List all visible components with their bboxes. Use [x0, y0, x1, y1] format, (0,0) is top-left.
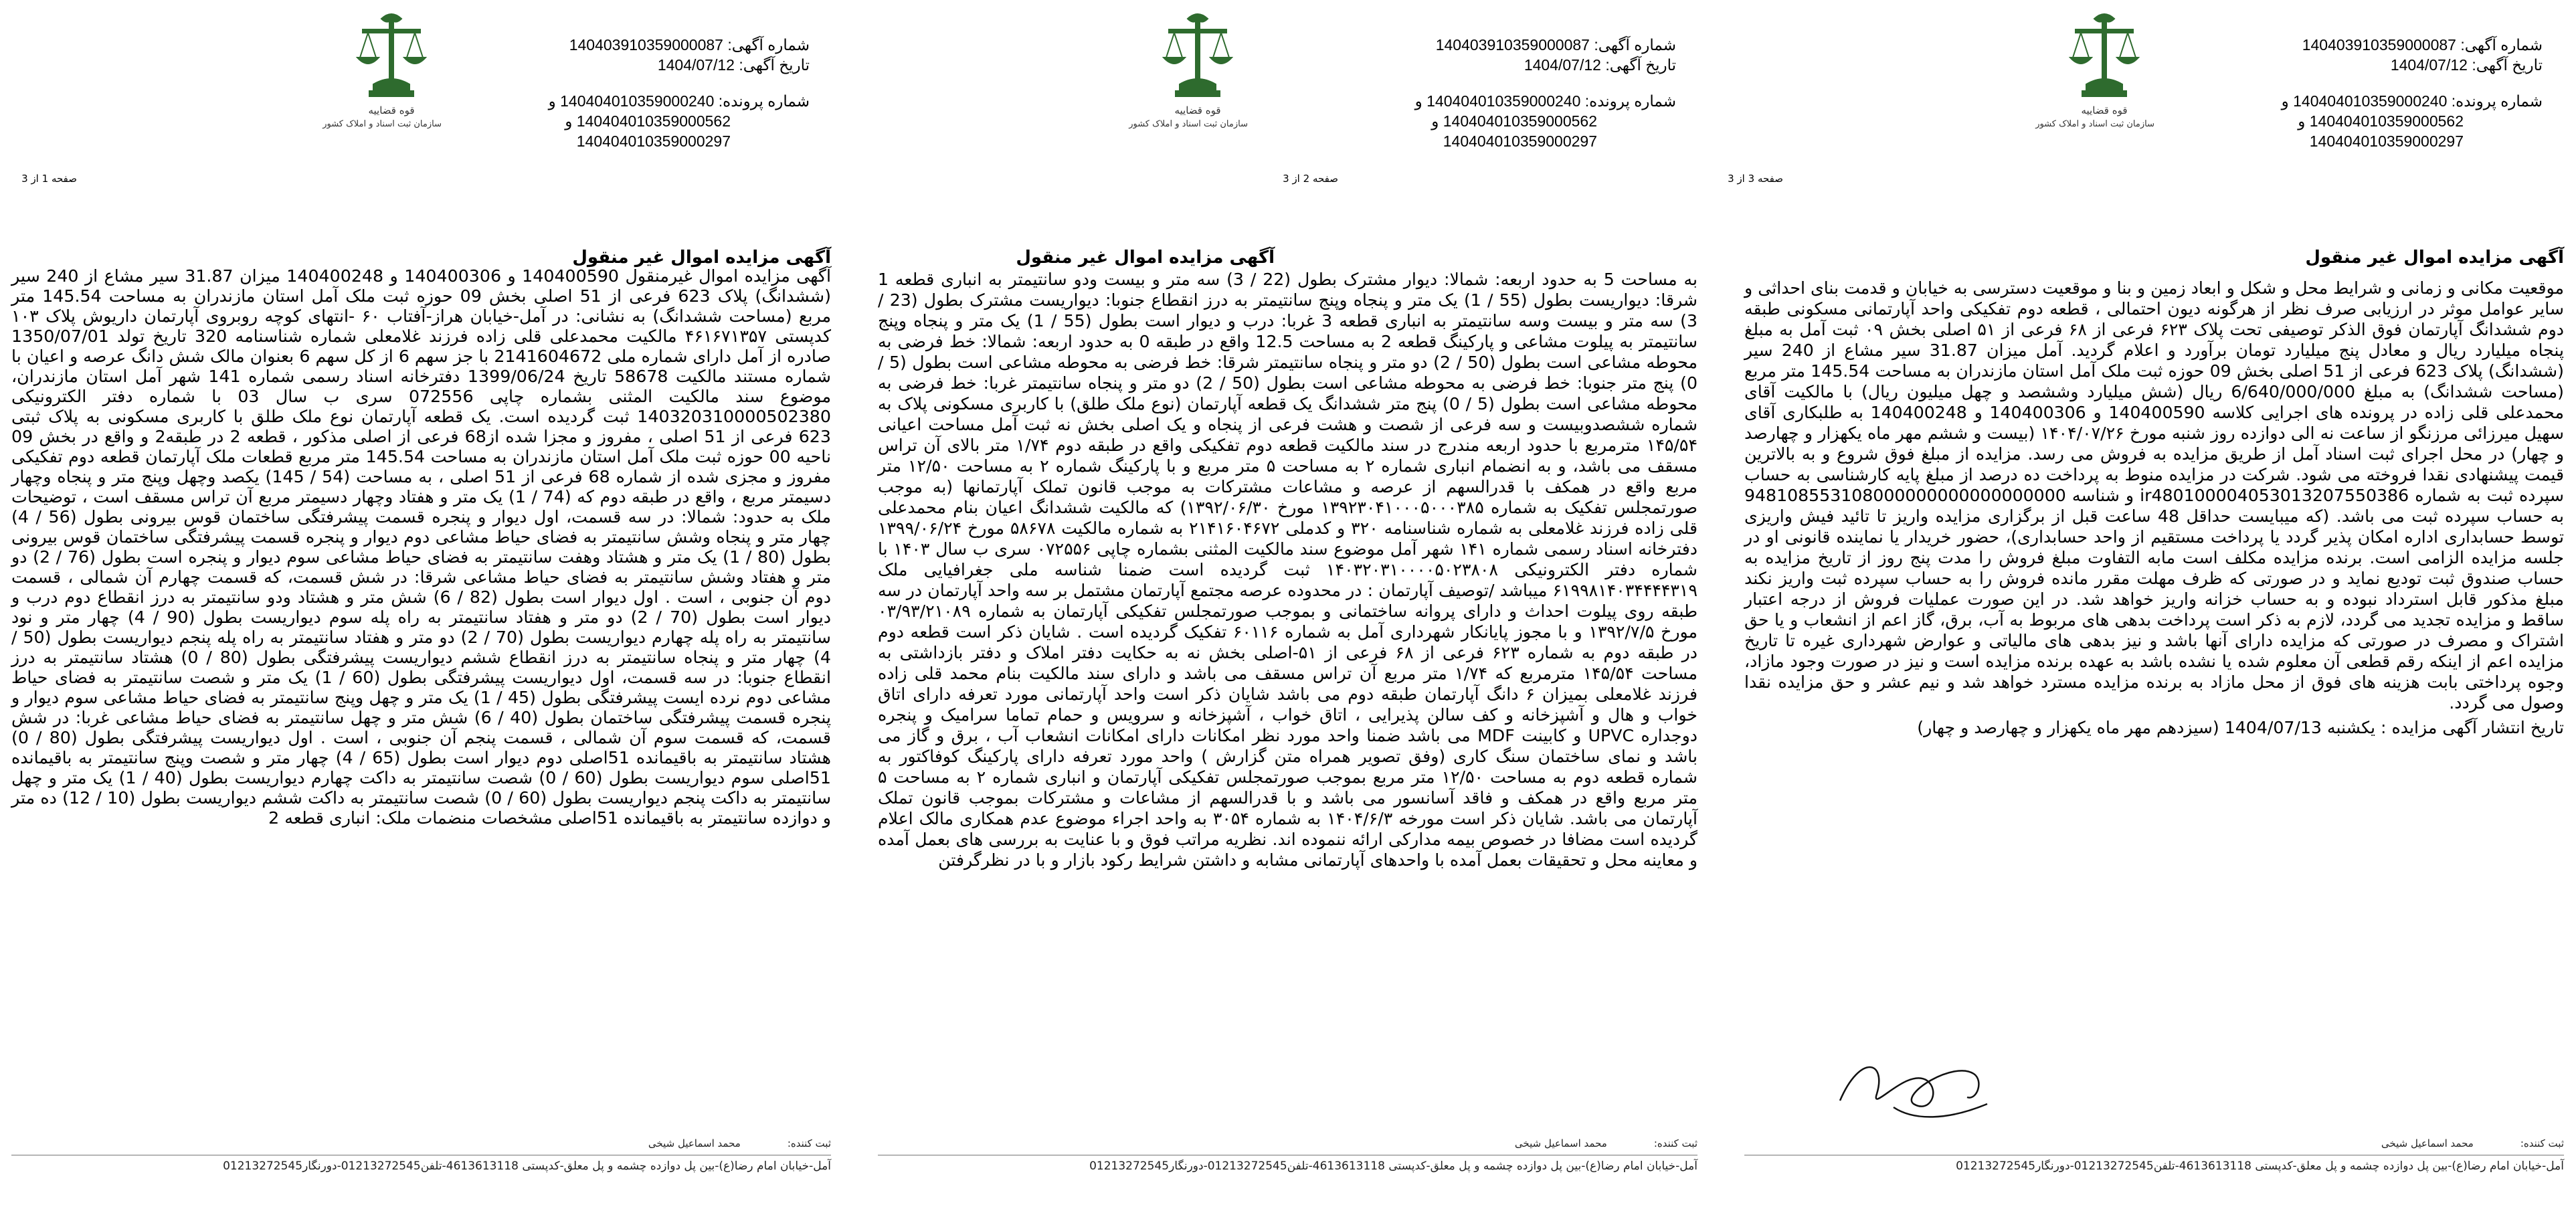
conjunction: و: [2298, 112, 2306, 130]
page-number: صفحه 3 از 3: [1728, 173, 1783, 185]
scales-of-justice-icon: [355, 9, 428, 103]
conjunction: و: [2281, 92, 2289, 110]
judiciary-caption: قوه قضاییه: [2081, 104, 2128, 116]
judiciary-emblem: [2035, 9, 2154, 143]
notice-meta: [1355, 35, 1676, 151]
registrar-footer: [878, 1137, 1697, 1173]
notice-number-label: شماره آگهی:: [1594, 36, 1676, 54]
notice-number-label: شماره آگهی:: [2460, 36, 2543, 54]
notice-meta: [2221, 35, 2543, 151]
notice-title: آگهی مزایده اموال غیر منقول: [2305, 248, 2564, 268]
registrar-footer: [11, 1137, 831, 1173]
signature-icon: [1813, 1040, 2014, 1134]
conjunction: و: [565, 112, 573, 130]
notice-date-label: تاریخ آگهی:: [2472, 56, 2543, 74]
notice-body: [1744, 278, 2564, 738]
case-number: 140404010359000297: [1443, 132, 1597, 150]
case-number-label: شماره پرونده:: [1584, 92, 1676, 110]
notice-date: 1404/07/12: [1524, 56, 1601, 74]
handwritten-signature: [1813, 1040, 2014, 1134]
notice-title: آگهی مزایده اموال غیر منقول: [572, 248, 831, 268]
case-number: 140404010359000297: [576, 132, 731, 150]
page-1-of-3: [0, 0, 843, 1217]
office-address: آمل-خیابان امام رضا(ع)-بین پل دوازده چشمه و پل معلق-کدپستی 4613613118-تلفن01213272545-دورنگار01213272545: [1956, 1159, 2564, 1173]
office-address: آمل-خیابان امام رضا(ع)-بین پل دوازده چشمه و پل معلق-کدپستی 4613613118-تلفن01213272545-دورنگار01213272545: [1089, 1159, 1697, 1173]
notice-date: 1404/07/12: [657, 56, 735, 74]
signer-name: محمد اسماعیل شیخی: [648, 1137, 741, 1149]
judiciary-emblem: [323, 9, 442, 143]
registry-org-caption: سازمان ثبت اسناد و املاک کشور: [323, 119, 442, 129]
case-number-label: شماره پرونده:: [718, 92, 810, 110]
notice-date-label: تاریخ آگهی:: [739, 56, 810, 74]
page-3-of-3: [1728, 0, 2576, 1217]
signer-label: ثبت کننده:: [1653, 1137, 1697, 1149]
notice-date: 1404/07/12: [2390, 56, 2468, 74]
signer-name: محمد اسماعیل شیخی: [1514, 1137, 1607, 1149]
case-number: 140404010359000297: [2309, 132, 2464, 150]
registrar-footer: [1744, 1137, 2564, 1173]
page-number: صفحه 1 از 3: [21, 173, 77, 185]
notice-number: 140403910359000087: [2302, 36, 2456, 54]
case-number: 140404010359000562: [576, 112, 731, 130]
signer-name: محمد اسماعیل شیخی: [2381, 1137, 2474, 1149]
signer-label: ثبت کننده:: [787, 1137, 831, 1149]
case-number: 140404010359000562: [2309, 112, 2464, 130]
page-number: صفحه 2 از 3: [1283, 173, 1338, 185]
notice-number: 140403910359000087: [1435, 36, 1590, 54]
publication-date-line: تاریخ انتشار آگهی مزایده : یکشنبه 1404/07/13 (سیزدهم مهر ماه یکهزار و چهارصد و چهار): [1917, 718, 2564, 737]
notice-number: 140403910359000087: [569, 36, 723, 54]
case-number: 140404010359000562: [1443, 112, 1597, 130]
judiciary-caption: قوه قضاییه: [1174, 104, 1221, 116]
notice-title: آگهی مزایده اموال غیر منقول: [1016, 248, 1275, 268]
judiciary-caption: قوه قضاییه: [368, 104, 415, 116]
office-address: آمل-خیابان امام رضا(ع)-بین پل دوازده چشمه و پل معلق-کدپستی 4613613118-تلفن01213272545-دورنگار01213272545: [223, 1159, 831, 1173]
notice-body-text: موقعیت مکانی و زمانی و شرایط محل و شکل و ابعاد زمین و بنا و موقعیت دسترسی به خیابان و قدمت بنای احداثی و سایر عوامل موثر در ارزیابی صرف نظر از هرگونه دیون احتمالی ، قطعه دوم تفکیکی واحد آپارتمانی مسکونی طبقه دوم ششدانگ آپارتمان فوق الذکر توصیفی تحت پلاک ۶۲۳ فرعی از ۶۸ فرعی از ۵۱ اصلی بخش ۰۹ ثبت آمل به مبلغ پنجاه میلیارد ریال و معادل پنج میلیارد تومان برآورد و اعلام گردید. آمل میزان 31.87 سیر مشاع از 240 سیر (ششدانگ) پلاک 623 فرعی از 51 اصلی بخش 09 حوزه ثبت ملک آمل استان مازندران به مساحت 145.54 متر مربع (مساحت ششدانگ) به مبلغ 6/640/000/000 ریال (شش میلیارد وششصد و چهل میلیون ریال) با مالکیت آقای محمدعلی قلی زاده در پرونده های اجرایی کلاسه 140400590 و 140400306 و 140400248 به طلبکاری آقای سهیل میرزائی مرزنگو از ساعت نه الی دوازده روز شنبه مورخ ۱۴۰۴/۰۷/۲۶ (بیست و ششم مهر ماه یکهزار و چهارصد و چهار) در محل اجرای ثبت اسناد آمل از طریق مزایده به فروش می رسد. مزایده از مبلغ فوق شروع و به بالاترین قیمت پیشنهادی نقدا فروخته می شود. شرکت در مزایده منوط به پرداخت ده درصد از مبلغ پایه کارشناسی به حساب سپرده ثبت به شماره ir480100004053013207550386 و شناسه 948108553108000000000000000000 به حساب سپرده ثبت می باشد. (که میبایست حداقل 48 ساعت قبل از برگزاری مزایده واریز تا تائید فیش واریزی توسط حسابداری اداره امکان پذیر گردد یا پرداخت مستقیم از واحد حسابداری)، حضور خریدار یا نماینده قانونی او در جلسه مزایده الزامی است. برنده مزایده مکلف است مابه التفاوت مبلغ فروش را مدت پنج روز از تاریخ مزایده به حساب صندوق ثبت تودیع نماید و در صورتی که ظرف مهلت مقرر مانده فروش را به حساب سپرده ثبت واریز نکند مبلغ مذکور قابل استرداد نبوده و به حساب خزانه واریز خواهد شد. در این صورت عملیات فروش از درجه اعتبار ساقط و مزایده تجدید می گردد، لازم به ذکر است پرداخت بدهی های مربوط به آب، برق، گاز اعم از انشعاب و یا حق اشتراک و مصرف در صورتی که مزایده دارای آنها باشد و نیز بدهی های مالیاتی و عوارض شهرداری غیره تا تاریخ مزایده اعم از اینکه رقم قطعی آن معلوم شده یا نشده باشد به عهده برنده مزایده است و نیز در صورت وجود مازاد، وجوه پرداختی بابت هزینه های فوق از محل مازاد به برنده مزایده مسترد خواهد شد و نیم عشر و حق مزایده نقدا وصول می گردد.: [1744, 278, 2564, 713]
case-number: 140404010359000240: [1427, 92, 1581, 110]
case-number: 140404010359000240: [2293, 92, 2448, 110]
registry-org-caption: سازمان ثبت اسناد و املاک کشور: [1129, 119, 1248, 129]
conjunction: و: [548, 92, 556, 110]
scales-of-justice-icon: [2067, 9, 2141, 103]
conjunction: و: [1431, 112, 1439, 130]
judiciary-emblem: [1129, 9, 1248, 143]
signer-label: ثبت کننده:: [2520, 1137, 2564, 1149]
case-number-label: شماره پرونده:: [2451, 92, 2543, 110]
page-2-of-3: [866, 0, 1710, 1217]
case-number: 140404010359000240: [560, 92, 715, 110]
notice-body: [878, 269, 1697, 870]
notice-body-text: به مساحت 5 به حدود اربعه: شمالا: دیوار مشترک بطول (22 / 3) سه متر و بیست ودو سانتیمتر به انباری قطعه 1 شرقا: دیواریست بطول (55 / 1) یک متر و پنجاه وپنج سانتیمتر به درز انقطاع جنوبا: دیواریست مشترک بطول (23 / 3) سه متر و بیست وسه سانتیمتر به انباری قطعه 3 غربا: درب و دیوار است بطول (55 / 1) یک متر و پنجاه وپنج سانتیمتر به پیلوت مشاعی و پارکینگ قطعه 2 به مساحت 12.5 واقع در طبقه 0 به حدود اربعه: شمالا: خط فرضی به محوطه مشاعی است بطول (50 / 2) دو متر و پنجاه سانتیمتر شرقا: خط فرضی به محوطه مشاعی است بطول (5 / 0) پنج متر جنوبا: خط فرضی به محوطه مشاعی است بطول (50 / 2) دو متر و پنجاه سانتیمتر غربا: خط فرضی به محوطه مشاعی است بطول (5 / 0) پنج متر ششدانگ یک قطعه آپارتمان (نوع ملک طلق) با کاربری مسکونی پلاک به شماره ششصدوبیست و سه فرعی از شصت و هشت فرعی از پنجاه و یک اصلی بخش نه ثبت آمل مساحت اعیانی ۱۴۵/۵۴ مترمربع با حدود اربعه مندرج در سند مالکیت قطعه دوم تفکیکی واقع در طبقه دوم ۱/۷۴ متر بالای آن تراس مسقف می باشد، و به انضمام انباری شماره ۲ به مساحت ۵ متر مربع و با پارکینگ شماره ۲ به مساحت ۱۲/۵۰ متر مربع واقع در همکف با قدرالسهم از عرصه و مشاعات مشترکات به موجب قانون تملک آپارتمانها (به موجب صورتمجلس تفکیک به شماره ۱۳۹۲۳۰۴۱۰۰۰۵۰۰۰۳۸۵ مورخ ۱۳۹۲/۰۶/۳۰) که مالکیت ششدانگ اعیان بنام محمدعلی قلی زاده فرزند غلامعلی به شماره شناسنامه ۳۲۰ و کدملی ۲۱۴۱۶۰۴۶۷۲ به شماره مالکیت ۵۸۶۷۸ مورخ ۱۳۹۹/۰۶/۲۴ دفترخانه اسناد رسمی شماره ۱۴۱ شهر آمل موضوع سند مالکیت المثنی بشماره چاپی ۰۷۲۵۵۶ سری ب سال ۱۴۰۳ با شماره دفتر الکترونیکی ۱۴۰۳۲۰۳۱۰۰۰۰۵۰۲۳۸۰۸ ثبت گردیده است ضمنا شناسه ملی جغرافیایی ملک ۶۱۹۹۸۱۴۰۳۴۴۴۴۳۱۹ میباشد /توصیف آپارتمان : در محدوده عرصه مجتمع آپارتمان مشتمل بر سه واحد آپارتمان در سه طبقه روی پیلوت احداث و دارای پروانه ساختمانی و بموجب صورتمجلس تفکیکی آپارتمان به شماره ۰۳/۹۳/۲۱۰۸۹ مورخ ۱۳۹۲/۷/۵ و با مجوز پایانکار شهرداری آمل به شماره ۶۰۱۱۶ تفکیک گردیده است . شایان ذکر است قطعه دوم در طبقه دوم به شماره ۶۲۳ فرعی از ۶۸ فرعی از ۵۱-اصلی بخش نه به حکایت دفتر املاک و دفتر بازداشتی به مساحت ۱۴۵/۵۴ مترمربع که ۱/۷۴ متر مربع آن تراس مسقف می باشد و دارای سند مالکیت بنام محمد قلی زاده فرزند غلامعلی بمیزان ۶ دانگ آپارتمان طبقه دوم می باشد شایان ذکر است واحد آپارتمانی مورد تعرفه دارای اتاق خواب و هال و آشپزخانه و کف سالن پذیرایی ، اتاق خواب ، آشپزخانه و سرویس و حمام تماما سرامیک و پنجره دوجداره UPVC و کابینت MDF می باشد ضمنا واحد مورد نظر امکانات دارای امکانات انشعاب آب ، برق و گاز می باشد و نمای ساختمان سنگ کاری (وفق تصویر همراه متن گزارش ) واحد مورد تعرفه دارای پارکینگ کوفاکتور به شماره قطعه دوم به مساحت ۱۲/۵۰ متر مربع بموجب صورتمجلس تفکیکی آپارتمان و انباری شماره ۲ به مساحت ۵ متر مربع واقع در همکف و فاقد آسانسور می باشد و با قدرالسهم از مشاعات و مشترکات بموجب قانون تملک آپارتمان می باشد. شایان ذکر است مورخه ۱۴۰۴/۶/۳ به شماره ۳۰۵۴ به واحد اجراء موضوع عدم همکاری مالک اعلام گردیده است مضافا در خصوص بیمه مدارکی ارائه ننموده اند. نظریه مراتب فوق و با عنایت به بررسی های بعمل آمده و معاینه محل و تحقیقات بعمل آمده با واحدهای آپارتمانی مشابه و داشتن شرایط رکود بازار و با در نظرگرفتن: [878, 270, 1698, 870]
scales-of-justice-icon: [1161, 9, 1234, 103]
notice-number-label: شماره آگهی:: [727, 36, 810, 54]
notice-body-text: آگهی مزایده اموال غیرمنقول 140400590 و 140400306 و 140400248 میزان 31.87 سیر مشاع از 240 سیر (ششدانگ) پلاک 623 فرعی از 51 اصلی بخش 09 حوزه ثبت ملک آمل استان مازندران به مساحت 145.54 متر مربع (مساحت ششدانگ) به نشانی: در آمل-خیابان هراز-آفتاب ۶۰ -انتهای کوچه روبروی آپارتمان داریوش پلاک ۱۰۳ کدپستی ۴۶۱۶۷۱۳۵۷ مالکیت محمدعلی قلی زاده فرزند غلامعلی شماره شناسنامه 320 تاریخ تولد 1350/07/01 صادره از آمل دارای شماره ملی 2141604672 با جز سهم 6 از کل سهم 6 بعنوان مالک شش دانگ عرصه و اعیان با شماره مستند مالکیت 58678 تاریخ 1399/06/24 دفترخانه اسناد رسمی شماره 141 شهر آمل استان مازندران، موضوع سند مالکیت المثنی بشماره چاپی 072556 سری ب سال 03 با شماره دفتر الکترونیکی 140320310000502380 ثبت گردیده است. یک قطعه آپارتمان نوع ملک طلق با کاربری مسکونی به پلاک ثبتی 623 فرعی از 51 اصلی ، مفروز و مجزا شده از68 فرعی از اصلی مذکور ، قطعه 2 در طبقه2 و واقع در بخش 09 ناحیه 00 حوزه ثبت ملک آمل استان مازندران به مساحت 145.54 متر مربع قطعات ملک آپارتمان قطعه دوم تفکیکی مفروز و مجزی شده از شماره 68 فرعی از 51 اصلی ، به مساحت (54 / 145) یکصد وچهل وپنج متر و پنجاه وچهار دسیمتر مربع ، واقع در طبقه دوم که (74 / 1) یک متر و هفتاد وچهار دسیمتر مربع آن تراس مسقف است ، توضیحات ملک به حدود: شمالا: در سه قسمت، اول دیوار و پنجره قسمت پیشرفتگی ساختمان قوس بیرونی بطول (56 / 4) چهار متر و پنجاه وشش سانتیمتر به فضای حیاط مشاعی دوم دیوار و پنجره قسمت پیشرفتگی ساختمان قوس بیرونی بطول (80 / 1) یک متر و هشتاد وهفت سانتیمتر به فضای حیاط مشاعی سوم دیوار و پنجره است بطول (76 / 2) دو متر و هفتاد وشش سانتیمتر به فضای حیاط مشاعی شرقا: در شش قسمت، که قسمت چهارم آن شمالی ، قسمت دوم آن جنوبی ، است . اول دیوار است بطول (82 / 6) شش متر و هشتاد ودو سانتیمتر به درز انقطاع دوم درب و دیوار است بطول (70 / 2) دو متر و هفتاد سانتیمتر به راه پله سوم دیواریست بطول (90 / 4) چهار متر و نود سانتیمتر به راه پله چهارم دیواریست بطول (70 / 2) دو متر و هفتاد سانتیمتر به راه پله پنجم دیواریست بطول (50 / 4) چهار متر و پنجاه سانتیمتر به درز انقطاع ششم دیواریست پیشرفتگی بطول (80 / 0) هشتاد سانتیمتر به درز انقطاع جنوبا: در سه قسمت، اول دیواریست پیشرفتگی بطول (60 / 1) یک متر و شصت سانتیمتر به فضای حیاط مشاعی دوم نرده ایست پیشرفتگی بطول (45 / 1) یک متر و چهل وپنج سانتیمتر به فضای حیاط مشاعی سوم دیوار و پنجره قسمت پیشرفتگی ساختمان بطول (40 / 6) شش متر و چهل سانتیمتر به فضای حیاط مشاعی غربا: در شش قسمت، که قسمت سوم آن شمالی ، قسمت پنجم آن جنوبی ، است . اول دیواریست پیشرفتگی بطول (80 / 0) هشتاد سانتیمتر به باقیمانده 51اصلی دوم دیوار است بطول (65 / 4) چهار متر و شصت وپنج سانتیمتر به باقیمانده 51اصلی سوم دیواریست بطول (60 / 0) شصت سانتیمتر به داکت چهارم دیواریست بطول (40 / 1) یک متر و چهل سانتیمتر به داکت پنجم دیواریست بطول (60 / 0) شصت سانتیمتر به داکت ششم دیواریست بطول (10 / 12) ده متر و دوازده سانتیمتر به باقیمانده 51اصلی مشخصات منضمات ملک: انباری قطعه 2: [11, 266, 832, 828]
notice-body: [11, 266, 831, 828]
conjunction: و: [1414, 92, 1422, 110]
notice-meta: [488, 35, 810, 151]
registry-org-caption: سازمان ثبت اسناد و املاک کشور: [2035, 119, 2154, 129]
notice-date-label: تاریخ آگهی:: [1605, 56, 1676, 74]
